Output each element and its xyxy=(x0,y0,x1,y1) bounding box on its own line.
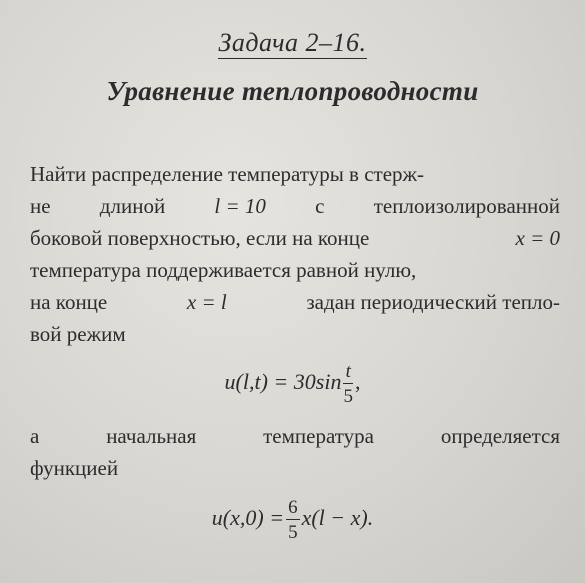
formula-1-numerator: t xyxy=(343,362,353,384)
statement-line-1-text: Найти распределение температуры в стерж- xyxy=(30,162,425,186)
formula-2-fraction xyxy=(286,498,300,542)
statement-word: температура xyxy=(263,424,374,448)
initial-condition-statement xyxy=(30,420,560,484)
initial-line-1 xyxy=(30,420,560,452)
formula-1-lhs: u(l,t) = 30sin xyxy=(224,369,342,395)
right-end-math: x = l xyxy=(186,290,227,314)
left-end-math: x = 0 xyxy=(515,226,560,250)
formula-2-lhs: u(x,0) = xyxy=(211,505,285,531)
initial-condition-formula xyxy=(0,498,585,542)
statement-text: на конце xyxy=(30,290,108,314)
statement-text: задан периодический тепло- xyxy=(306,290,560,314)
statement-line-2 xyxy=(30,190,560,222)
formula-2-rhs: x(l − x). xyxy=(301,505,374,531)
statement-word: а xyxy=(30,424,40,448)
formula-1-fraction xyxy=(343,362,353,406)
problem-subtitle: Уравнение теплопроводности xyxy=(106,76,479,106)
statement-line-4 xyxy=(30,254,560,286)
statement-line-4-text: температура поддерживается равной нулю, xyxy=(30,258,417,282)
formula-2-numerator: 6 xyxy=(288,497,298,518)
initial-line-2-text: функцией xyxy=(30,456,119,480)
statement-line-3 xyxy=(30,222,560,254)
problem-title-text: Задача 2–16. xyxy=(218,28,367,57)
statement-word: начальная xyxy=(106,424,197,448)
initial-line-2 xyxy=(30,452,560,484)
statement-line-6-text: вой режим xyxy=(30,322,126,346)
rod-length-math: l = 10 xyxy=(214,194,266,218)
formula-1-suffix: , xyxy=(354,369,361,395)
boundary-condition-formula xyxy=(0,362,585,406)
formula-2-denominator: 5 xyxy=(288,522,298,543)
statement-word: не xyxy=(30,194,51,218)
formula-1-denominator: 5 xyxy=(343,386,353,407)
statement-line-6 xyxy=(30,318,560,350)
statement-line-1 xyxy=(30,158,560,190)
statement-word: теплоизолированной xyxy=(373,194,560,218)
problem-title xyxy=(0,28,585,58)
statement-word: длиной xyxy=(99,194,166,218)
statement-word: определяется xyxy=(440,424,560,448)
statement-word: с xyxy=(315,194,325,218)
problem-statement xyxy=(30,158,560,350)
statement-text: боковой поверхностью, если на конце xyxy=(30,226,370,250)
statement-line-5 xyxy=(30,286,560,318)
